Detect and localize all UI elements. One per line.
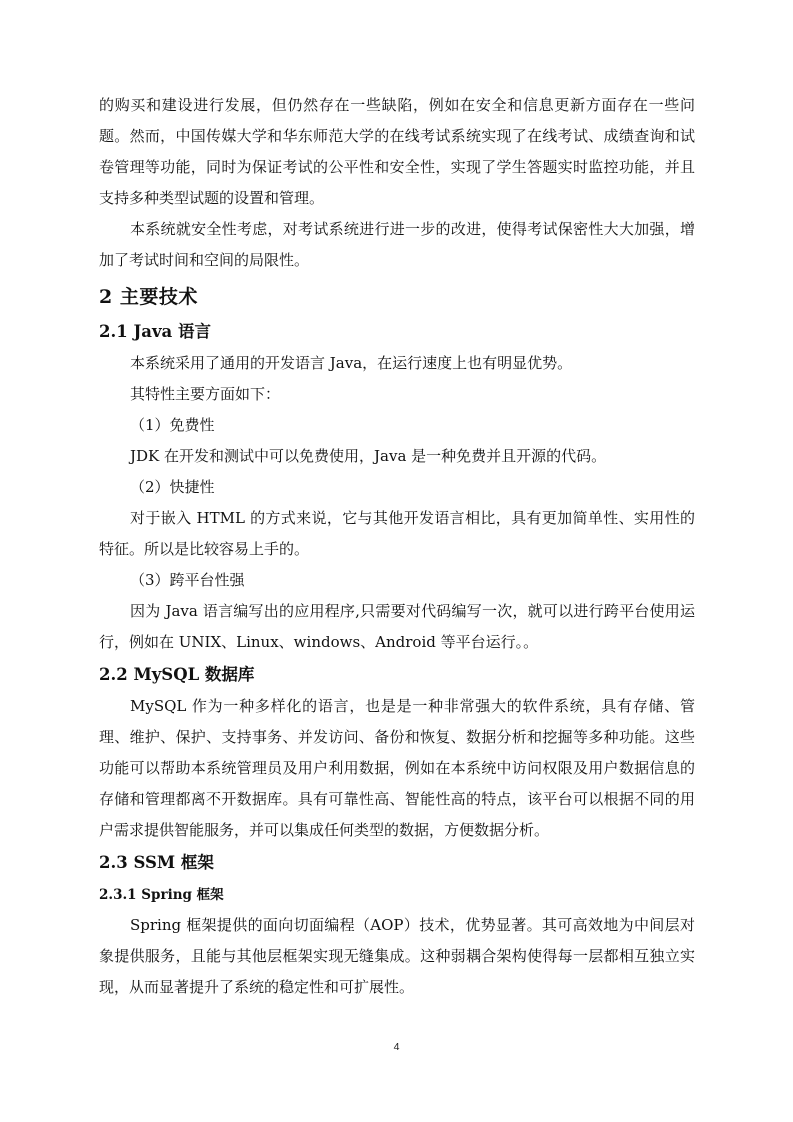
page-number: 4 xyxy=(393,1041,400,1053)
paragraph: 本系统采用了通用的开发语言 Java，在运行速度上也有明显优势。 xyxy=(130,354,573,372)
paragraph: Spring 框架提供的面向切面编程（AOP）技术，优势显著。其可高效地为中间层对象提供服务，且能与其他层框架实现无缝集成。这种弱耦合架构使得每一层都相互独立实现，从而显著提升了系统的稳定性和可扩展性。 xyxy=(99,916,695,996)
paragraph: 本系统就安全性考虑，对考试系统进行进一步的改进，使得考试保密性大大加强，增加了考试时间和空间的局限性。 xyxy=(99,220,695,269)
subsection-heading: 2.3 SSM 框架 xyxy=(99,853,214,872)
paragraph: 其特性主要方面如下： xyxy=(130,385,281,403)
list-item-label: （2）快捷性 xyxy=(130,478,215,496)
paragraph: 的购买和建设进行发展，但仍然存在一些缺陷，例如在安全和信息更新方面存在一些问题。然而，中国传媒大学和华东师范大学的在线考试系统实现了在线考试、成绩查询和试卷管理等功能，同时为保证考试的公平性和安全性，实现了学生答题实时监控功能，并且支持多种类型试题的设置和管理。 xyxy=(99,96,695,207)
subsection-heading: 2.2 MySQL 数据库 xyxy=(99,665,255,684)
list-item-label: （1）免费性 xyxy=(130,416,215,434)
paragraph: 因为 Java 语言编写出的应用程序,只需要对代码编写一次，就可以进行跨平台使用运行，例如在 UNIX、Linux、windows、Android 等平台运行。。 xyxy=(99,602,695,651)
paragraph: JDK 在开发和测试中可以免费使用，Java 是一种免费并且开源的代码。 xyxy=(130,447,607,465)
document-body xyxy=(99,90,695,1003)
paragraph: MySQL 作为一种多样化的语言，也是是一种非常强大的软件系统，具有存储、管理、维护、保护、支持事务、并发访问、备份和恢复、数据分析和挖掘等多种功能。这些功能可以帮助本系统管理员及用户利用数据，例如在本系统中访问权限及用户数据信息的存储和管理都离不开数据库。具有可靠性高、智能性高的特点，该平台可以根据不同的用户需求提供智能服务，并可以集成任何类型的数据，方便数据分析。 xyxy=(99,697,695,839)
subsubsection-heading: 2.3.1 Spring 框架 xyxy=(99,887,224,903)
list-item-label: （3）跨平台性强 xyxy=(130,571,245,589)
section-heading: 2 主要技术 xyxy=(99,286,198,308)
subsection-heading: 2.1 Java 语言 xyxy=(99,322,211,341)
paragraph: 对于嵌入 HTML 的方式来说，它与其他开发语言相比，具有更加简单性、实用性的特征。所以是比较容易上手的。 xyxy=(99,509,695,558)
